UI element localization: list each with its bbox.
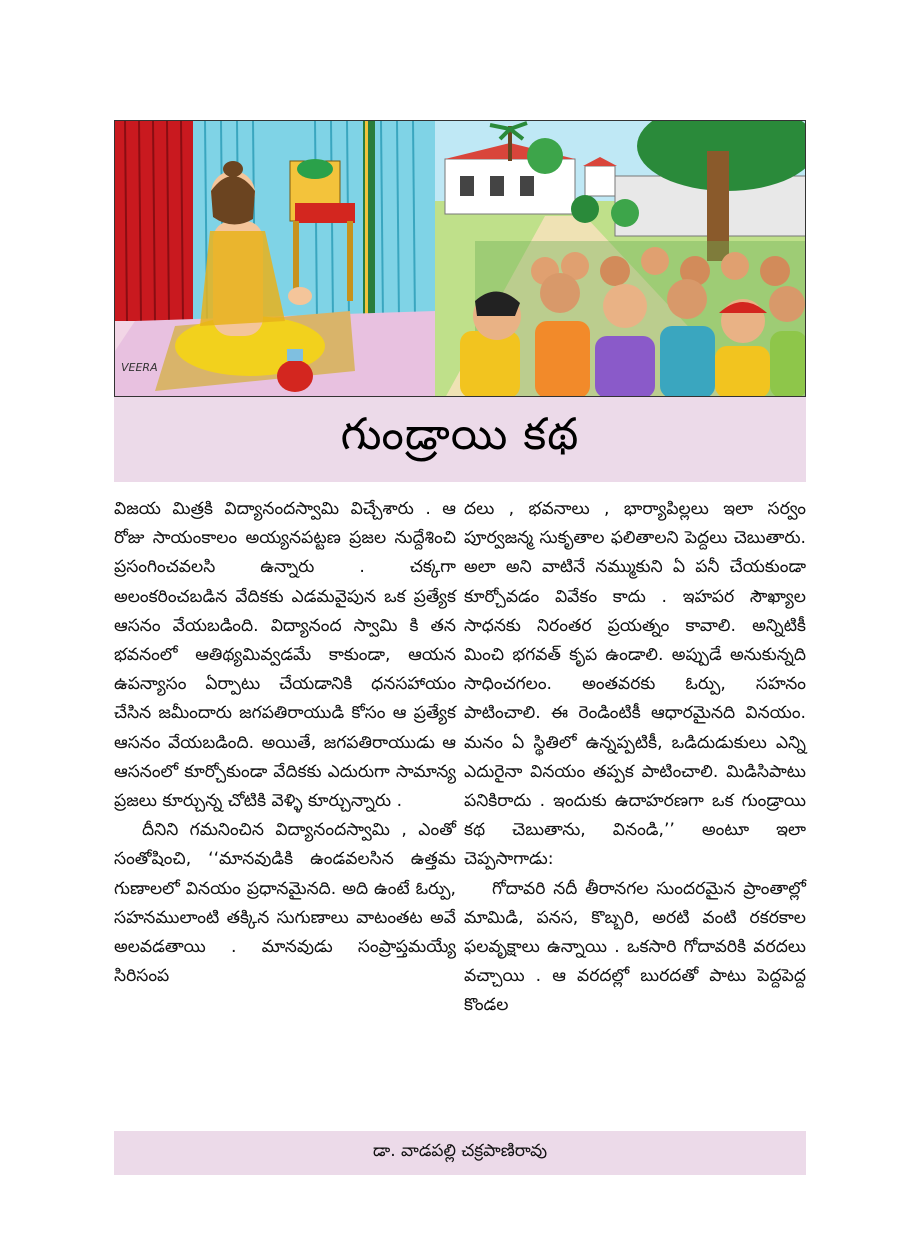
left-column — [114, 495, 456, 1120]
right-paragraph-2: గోదావరి నదీ తీరానగల సుందరమైన ప్రాంతాల్లో మామిడి, పనస, కొబ్బరి, అరటి వంటి రకరకాల ఫలవృక్షాలు ఉన్నాయి . ఒకసారి గోదావరికి వరదలు వచ్చాయి . ఆ వరదల్లో బురదతో పాటు పెద్దపెద్ద కొండల — [464, 878, 806, 1016]
left-paragraph-2: దీనిని గమనించిన విద్యానందస్వామి , ఎంతో సంతోషించి, ‘‘మానవుడికి ఉండవలసిన ఉత్తమ గుణాలలో వినయం ప్రధానమైనది. అది ఉంటే ఓర్పు, సహనములాంటి తక్కిన సుగుణాలు వాటంతట అవే అలవడతాయి . మానవుడు సంప్రాప్తమయ్యే సిరిసంప — [114, 820, 456, 987]
title-band — [114, 397, 806, 482]
author-byline: డా. వాడపల్లి చక్రపాణిరావు — [372, 1141, 548, 1161]
story-title: గుండ్రాయి కథ — [340, 408, 580, 460]
story-illustration — [114, 120, 806, 397]
left-paragraph-1: విజయ మిత్రకి విద్యానందస్వామి విచ్చేశారు . ఆ రోజు సాయంకాలం అయ్యనపట్టణ ప్రజల నుద్దేశించి ప్రసంగించవలసి ఉన్నారు . చక్కగా అలంకరించబడిన వేదికకు ఎడమవైపున ఒక ప్రత్యేక ఆసనం వేయబడింది. విద్యానంద స్వామి కి తన భవనంలో ఆతిథ్యమివ్వడమే కాకుండా, ఆయన ఉపన్యాసం ఏర్పాటు చేయడానికి ధనసహాయం చేసిన జమీందారు జగపతిరాయుడి కోసం ఆ ప్రత్యేక ఆసనం వేయబడింది. అయితే, జగపతిరాయుడు ఆ ఆసనంలో కూర్చోకుండా వేదికకు ఎదురుగా సామాన్య ప్రజలు కూర్చున్న చోటికి వెళ్ళి కూర్చున్నారు . — [114, 499, 456, 812]
article-body — [114, 495, 806, 1120]
byline-band — [114, 1131, 806, 1175]
illustration-signature: VEERA — [121, 361, 158, 374]
right-paragraph-1: దలు , భవనాలు , భార్యాపిల్లలు ఇలా సర్వం పూర్వజన్మ సుకృతాల ఫలితాలని పెద్దలు చెబుతారు. అలా అని వాటినే నమ్ముకుని ఏ పనీ చేయకుండా కూర్చోవడం వివేకం కాదు . ఇహపర సౌఖ్యాల సాధనకు నిరంతర ప్రయత్నం కావాలి. అన్నిటికీ మించి భగవత్ కృప ఉండాలి. అప్పుడే అనుకున్నది సాధించగలం. అంతవరకు ఓర్పు, సహనం పాటించాలి. ఈ రెండింటికీ ఆధారమైనది వినయం. మనం ఏ స్థితిలో ఉన్నప్పటికీ, ఒడిదుడుకులు ఎన్ని ఎదురైనా వినయం తప్పక పాటించాలి. మిడిసిపాటు పనికిరాదు . ఇందుకు ఉదాహరణగా ఒక గుండ్రాయి కథ చెబుతాను, వినండి,’’ అంటూ ఇలా చెప్పసాగాడు: — [464, 499, 806, 870]
right-column — [464, 495, 806, 1120]
